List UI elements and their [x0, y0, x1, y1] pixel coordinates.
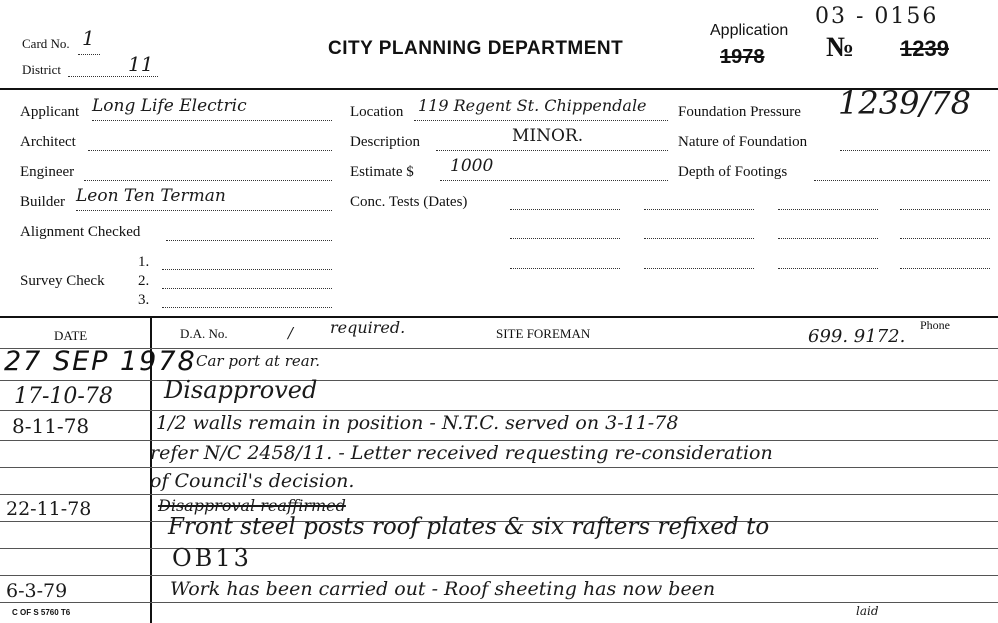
- da-no-value: /: [288, 324, 294, 342]
- estimate-label: Estimate $: [350, 164, 414, 180]
- log-row-6-text: Disapproval reaffirmed: [158, 496, 346, 515]
- description-label: Description: [350, 134, 420, 150]
- log-row-9-text: Work has been carried out - Roof sheeting has now been: [170, 578, 716, 600]
- survey-number-3: 3.: [138, 292, 150, 308]
- log-row-5-text: of Council's decision.: [150, 470, 355, 492]
- application-number-handwritten: 03 - 0156: [815, 4, 939, 29]
- log-row-8-text: OB13: [172, 544, 252, 572]
- applicant-value: Long Life Electric: [92, 96, 247, 116]
- log-row-7-text: Front steel posts roof plates & six rafters refixed to: [168, 514, 770, 540]
- date-column-header: DATE: [54, 328, 88, 343]
- application-label: Application: [710, 22, 789, 39]
- site-foreman-label: SITE FOREMAN: [496, 326, 591, 341]
- foundation-pressure-label: Foundation Pressure: [678, 104, 801, 120]
- page-title: CITY PLANNING DEPARTMENT: [328, 38, 624, 59]
- district-label: District: [22, 62, 61, 77]
- survey-number-2: 2.: [138, 273, 150, 289]
- engineer-label: Engineer: [20, 164, 75, 180]
- survey-check-label: Survey Check: [20, 273, 105, 289]
- log-row-1-date: 27 SEP 1978: [4, 346, 197, 377]
- builder-value: Leon Ten Terman: [76, 186, 226, 206]
- log-row-2-date: 17-10-78: [14, 384, 113, 409]
- applicant-label: Applicant: [20, 104, 80, 120]
- builder-label: Builder: [20, 194, 65, 210]
- application-number-struck: 1239: [900, 36, 949, 61]
- phone-label: Phone: [920, 318, 950, 332]
- da-no-label: D.A. No.: [180, 326, 228, 341]
- log-row-3-date: 8-11-78: [12, 414, 90, 438]
- card-no-label: Card No.: [22, 36, 70, 51]
- conc-tests-label: Conc. Tests (Dates): [350, 194, 468, 210]
- required-note: required.: [330, 318, 406, 337]
- foundation-pressure-value: 1239/78: [838, 84, 971, 122]
- log-row-9-date: 6-3-79: [6, 580, 68, 602]
- location-label: Location: [350, 104, 404, 120]
- log-row-1-text: Car port at rear.: [196, 352, 320, 370]
- description-value: MINOR.: [512, 126, 584, 146]
- footer-form-code: C OF S 5760 T6: [12, 608, 71, 617]
- estimate-value: 1000: [450, 156, 494, 176]
- log-extra-note: laid: [856, 604, 879, 618]
- depth-of-footings-label: Depth of Footings: [678, 164, 788, 180]
- log-row-6-date: 22-11-78: [6, 498, 92, 520]
- card-no-value: 1: [82, 26, 95, 50]
- architect-label: Architect: [20, 134, 76, 150]
- log-row-2-text: Disapproved: [164, 376, 318, 404]
- location-value: 119 Regent St. Chippendale: [418, 96, 647, 115]
- survey-number-1: 1.: [138, 254, 150, 270]
- alignment-checked-label: Alignment Checked: [20, 224, 141, 240]
- log-row-4-text: refer N/C 2458/11. - Letter received requesting re-consideration: [150, 442, 773, 464]
- nature-of-foundation-label: Nature of Foundation: [678, 134, 808, 150]
- application-year: 1978: [720, 46, 765, 68]
- number-sign: №: [826, 32, 855, 63]
- phone-value: 699. 9172.: [808, 326, 906, 347]
- district-value: 11: [128, 52, 154, 76]
- log-row-3-text: 1/2 walls remain in position - N.T.C. served on 3-11-78: [156, 412, 679, 434]
